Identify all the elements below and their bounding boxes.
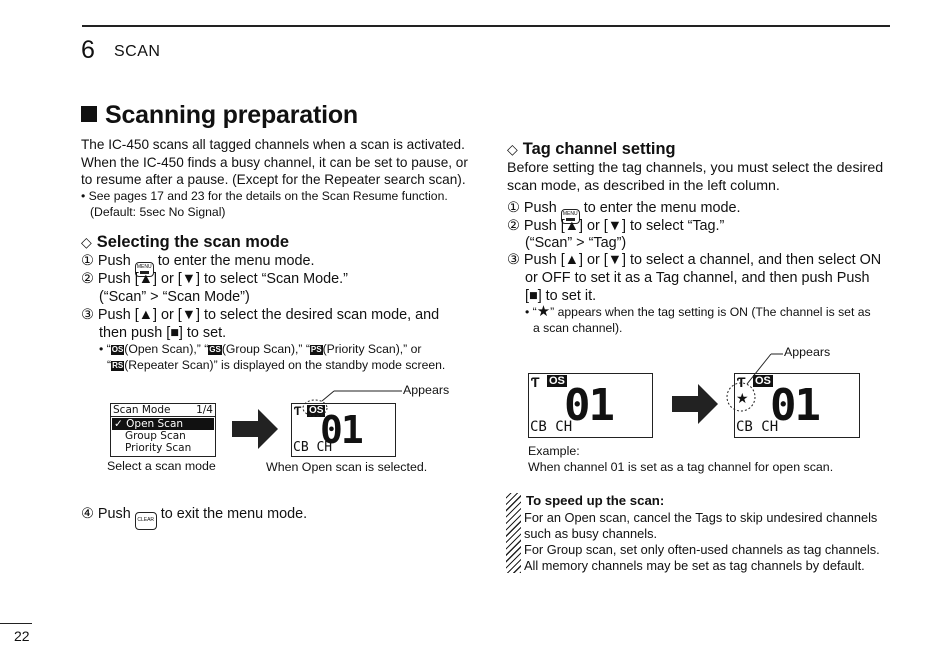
antenna-icon: Ƭ xyxy=(294,404,302,418)
channel-number: 01 xyxy=(320,408,362,452)
cb-ch-label: CB CH xyxy=(530,419,573,435)
os-badge-icon: OS xyxy=(111,345,124,354)
example-label: Example: xyxy=(528,444,580,458)
lcd-before-tag xyxy=(528,373,653,438)
right-bullet: • “★” appears when the tag setting is ON (The channel is set as a scan channel). xyxy=(525,303,871,335)
tip-title: To speed up the scan: xyxy=(526,493,665,508)
ps-badge-icon: PS xyxy=(310,345,322,354)
channel-number: 01 xyxy=(770,380,819,431)
section-title: Scanning preparation xyxy=(81,101,358,130)
left-step-4: ④ Push CLEAR to exit the menu mode. xyxy=(81,505,307,530)
right-step-3-cont2: [■] to set it. xyxy=(525,288,597,304)
heading-tag-channel-setting: ◇ Tag channel setting xyxy=(507,140,676,158)
menu-screen-caption: Select a scan mode xyxy=(107,459,216,473)
menu-item-priority-scan: Priority Scan xyxy=(125,442,192,454)
antenna-icon: Ƭ xyxy=(737,374,746,390)
right-step-3-cont: or OFF to set it as a Tag channel, and then push Push xyxy=(525,270,870,286)
lcd-caption-left: When Open scan is selected. xyxy=(266,460,428,474)
appears-callout-right xyxy=(723,349,793,419)
tip-hatch-icon xyxy=(506,493,521,573)
os-badge-icon: OS xyxy=(755,375,771,387)
diamond-icon: ◇ xyxy=(81,234,92,250)
left-step-3-cont: then push [■] to set. xyxy=(99,325,227,341)
rs-badge-icon: RS xyxy=(112,361,124,370)
antenna-icon: Ƭ xyxy=(531,374,540,390)
left-step-1: ① Push MENU to enter the menu mode. xyxy=(81,252,315,277)
cb-ch-label: CB CH xyxy=(736,419,779,435)
tag-intro: Before setting the tag channels, you must select the desired scan mode, as described in the left column. xyxy=(507,160,884,194)
os-badge-icon: OS xyxy=(549,375,565,387)
right-step-2-path: (“Scan” > “Tag”) xyxy=(525,235,627,251)
chapter-number: 6 xyxy=(81,36,95,64)
left-step-2: ② Push [▲] or [▼] to select “Scan Mode.” xyxy=(81,271,348,287)
example-text: When channel 01 is set as a tag channel for open scan. xyxy=(528,460,834,474)
intro-note: • See pages 17 and 23 for the details on the Scan Resume function. (Default: 5sec No Signal) xyxy=(81,189,448,219)
top-rule xyxy=(82,25,890,27)
heading-selecting-scan-mode: ◇ Selecting the scan mode xyxy=(81,233,289,251)
menu-item-group-scan: Group Scan xyxy=(125,430,186,442)
right-step-3: ③ Push [▲] or [▼] to select a channel, and then select ON xyxy=(507,252,882,268)
star-icon: ★ xyxy=(536,303,551,320)
square-icon xyxy=(81,106,97,122)
channel-number: 01 xyxy=(564,380,613,431)
left-step-3: ③ Push [▲] or [▼] to select the desired scan mode, and xyxy=(81,307,440,323)
os-badge-icon: OS xyxy=(309,405,324,416)
diamond-icon: ◇ xyxy=(507,141,518,157)
menu-screen: Scan Mode 1/4 ✓ Open Scan Group Scan Priority Scan xyxy=(110,403,216,457)
clear-key-icon: CLEAR xyxy=(135,512,157,530)
menu-key-icon: MENU xyxy=(561,209,580,224)
star-icon: ★ xyxy=(736,390,749,406)
right-arrow-icon xyxy=(232,409,280,449)
appears-label-left: Appears xyxy=(403,383,450,397)
appears-callout-left xyxy=(302,388,412,418)
left-bullet: • “OS(Open Scan),” “GS(Group Scan),” “PS(Priority Scan),” or “RS(Repeater Scan)” is displayed on the standby mode screen. xyxy=(99,342,446,372)
right-arrow-icon xyxy=(672,384,720,424)
right-step-2: ② Push [▲] or [▼] to select “Tag.” xyxy=(507,218,725,234)
page-number: 22 xyxy=(14,628,30,644)
gs-badge-icon: GS xyxy=(209,345,221,354)
menu-item-open-scan: ✓ Open Scan xyxy=(112,418,214,430)
appears-label-right: Appears xyxy=(784,345,831,359)
page-rule xyxy=(0,623,32,624)
right-step-1: ① Push MENU to enter the menu mode. xyxy=(507,199,741,224)
chapter-title: SCAN xyxy=(114,43,161,60)
intro-paragraph: The IC-450 scans all tagged channels when a scan is activated. When the IC-450 finds a busy channel, it can be set to pause, or to resume after a pause. (Except for the Repeater search scan). xyxy=(81,137,468,187)
left-step-2-path: (“Scan” > “Scan Mode”) xyxy=(99,289,250,305)
cb-ch-label: CB CH xyxy=(293,440,333,455)
menu-key-icon: MENU xyxy=(135,262,154,277)
tip-body: For an Open scan, cancel the Tags to skip undesired channels such as busy channels. For Group scan, set only often-used channels as tag channels. All memory channels may be set as tag channels by default. xyxy=(524,510,880,573)
